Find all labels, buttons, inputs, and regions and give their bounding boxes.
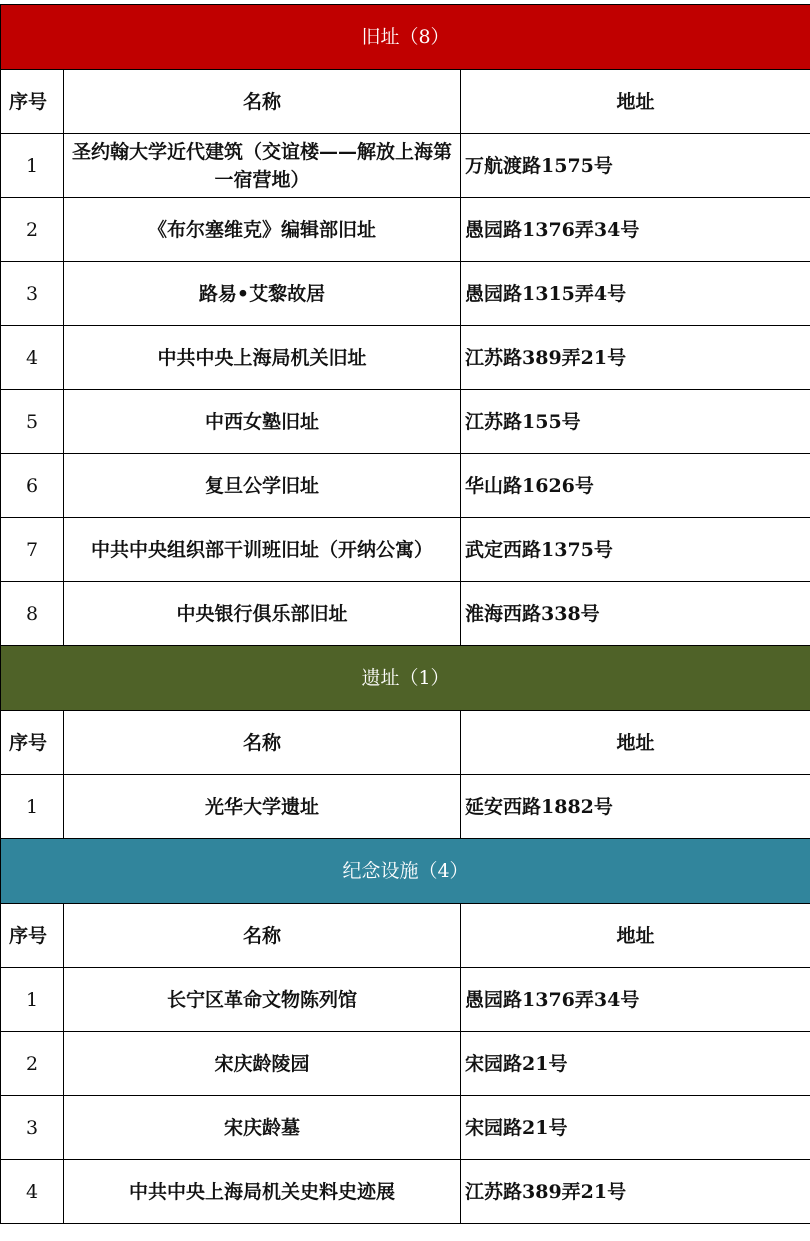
row-address: 淮海西路338号 (461, 582, 810, 646)
table-row (1, 968, 810, 1032)
section-title: 纪念设施（4） (1, 839, 810, 904)
row-address: 华山路1626号 (461, 454, 810, 518)
row-index: 5 (1, 390, 64, 454)
header-name: 名称 (64, 70, 461, 134)
row-address: 宋园路21号 (461, 1032, 810, 1096)
header-address: 地址 (461, 904, 810, 968)
row-name: 路易•艾黎故居 (64, 262, 461, 326)
row-name: 复旦公学旧址 (64, 454, 461, 518)
row-index: 1 (1, 134, 64, 198)
row-index: 8 (1, 582, 64, 646)
row-index: 1 (1, 968, 64, 1032)
row-address: 武定西路1375号 (461, 518, 810, 582)
header-index: 序号 (1, 711, 64, 775)
table-row (1, 518, 810, 582)
row-name: 中共中央上海局机关史料史迹展 (64, 1160, 461, 1224)
column-header-row (1, 904, 810, 968)
section-header-memorials (1, 839, 810, 904)
section-header-old-sites (1, 5, 810, 70)
section-title: 旧址（8） (1, 5, 810, 70)
row-address: 江苏路389弄21号 (461, 1160, 810, 1224)
row-address: 万航渡路1575号 (461, 134, 810, 198)
row-index: 6 (1, 454, 64, 518)
section-title: 遗址（1） (1, 646, 810, 711)
row-name: 中西女塾旧址 (64, 390, 461, 454)
table-row (1, 1096, 810, 1160)
row-name: 光华大学遗址 (64, 775, 461, 839)
row-address: 宋园路21号 (461, 1096, 810, 1160)
heritage-sites-table (0, 4, 810, 1224)
column-header-row (1, 70, 810, 134)
row-index: 7 (1, 518, 64, 582)
table-row (1, 775, 810, 839)
table-row (1, 1032, 810, 1096)
row-address: 愚园路1315弄4号 (461, 262, 810, 326)
row-name: 宋庆龄陵园 (64, 1032, 461, 1096)
table-row (1, 582, 810, 646)
row-address: 愚园路1376弄34号 (461, 198, 810, 262)
row-address: 江苏路155号 (461, 390, 810, 454)
row-index: 2 (1, 198, 64, 262)
row-index: 4 (1, 1160, 64, 1224)
row-index: 3 (1, 1096, 64, 1160)
row-name: 中共中央上海局机关旧址 (64, 326, 461, 390)
table-row (1, 1160, 810, 1224)
row-name: 中央银行俱乐部旧址 (64, 582, 461, 646)
header-name: 名称 (64, 904, 461, 968)
row-address: 愚园路1376弄34号 (461, 968, 810, 1032)
table-row (1, 198, 810, 262)
row-index: 1 (1, 775, 64, 839)
table-row (1, 262, 810, 326)
table-row (1, 454, 810, 518)
section-header-ruins (1, 646, 810, 711)
row-address: 延安西路1882号 (461, 775, 810, 839)
row-name: 圣约翰大学近代建筑（交谊楼——解放上海第一宿营地） (64, 134, 461, 198)
row-name: 《布尔塞维克》编辑部旧址 (64, 198, 461, 262)
header-name: 名称 (64, 711, 461, 775)
table-row (1, 390, 810, 454)
row-address: 江苏路389弄21号 (461, 326, 810, 390)
column-header-row (1, 711, 810, 775)
row-index: 3 (1, 262, 64, 326)
header-address: 地址 (461, 711, 810, 775)
header-address: 地址 (461, 70, 810, 134)
row-index: 2 (1, 1032, 64, 1096)
header-index: 序号 (1, 904, 64, 968)
table-row (1, 326, 810, 390)
row-name: 中共中央组织部干训班旧址（开纳公寓） (64, 518, 461, 582)
row-name: 长宁区革命文物陈列馆 (64, 968, 461, 1032)
row-index: 4 (1, 326, 64, 390)
row-name: 宋庆龄墓 (64, 1096, 461, 1160)
table-row (1, 134, 810, 198)
header-index: 序号 (1, 70, 64, 134)
